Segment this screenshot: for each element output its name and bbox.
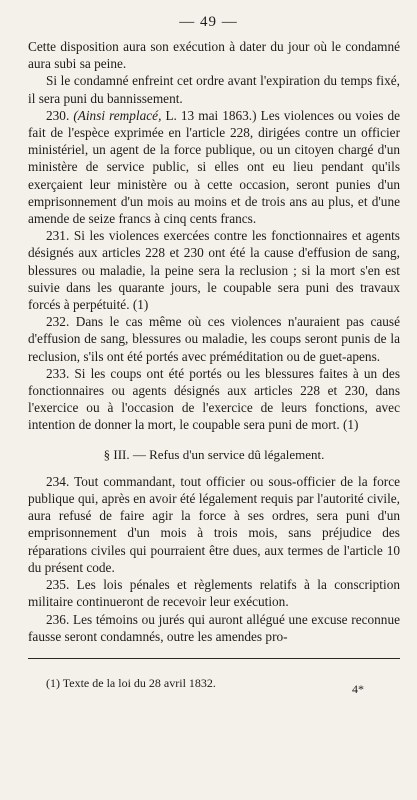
section-heading: § III. — Refus d'un service dû légalement.: [103, 446, 325, 462]
article-231: 231. Si les violences exercées contre les fonctionnaires et agents désignés aux articles 228 et 230 ont été la cause d'effusion de sang, blessures ou maladie, la peine sera la reclusion ; si la mort s'en est suivie dans les quarante jours, le coupable sera puni des travaux forcés à perpétuité. (1): [28, 228, 400, 313]
article-236: 236. Les témoins ou jurés qui auront allégué une excuse reconnue fausse seront condamnés, outre les amendes pro-: [28, 611, 400, 644]
page-number: — 49 —: [179, 14, 238, 30]
article-232: 232. Dans le cas même où ces violences n'auraient pas causé d'effusion de sang, blessures ou maladie, les coups seront punis de la reclusion, s'ils ont été portés avec préméditation ou de guet-apens.: [28, 314, 400, 364]
article-235: 235. Les lois pénales et règlements relatifs à la conscription militaire continueront de recevoir leur exécution.: [28, 577, 400, 610]
paragraph-continuation: Cette disposition aura son exécution à dater du jour où le condamné aura subi sa peine.: [28, 39, 400, 72]
footnote-rule: [28, 658, 400, 659]
article-230-law-ref: L. 13 mai 1863.): [165, 107, 257, 123]
article-230-text: Les violences ou voies de fait de l'espèce exprimée en l'article 228, dirigées contre un officier ministériel, un agent de la force publique, ou un citoyen chargé d'un ministère de service public, si elles ont eu lieu pendant qu'ils exerçaient leur ministère ou à cette occasion, seront punies d'un emprisonnement d'un mois au moins et de trois ans au plus, et d'une amende de seize francs à cinq cents francs.: [28, 107, 401, 227]
article-230: [28, 107, 400, 227]
body-text: [28, 38, 400, 645]
article-234: 234. Tout commandant, tout officier ou sous-officier de la force publique qui, après en avoir été légalement requis par l'autorité civile, aura refusé de faire agir la force à ses ordres, sera puni d'un emprisonnement d'un mois à trois mois, sans préjudice des réparations civiles qui pourraient être dues, aux termes de l'article 10 du présent code.: [28, 473, 400, 575]
paragraph-banishment: Si le condamné enfreint cet ordre avant l'expiration du temps fixé, il sera puni du bannissement.: [28, 73, 400, 106]
article-230-number: 230.: [46, 107, 70, 123]
article-230-note: (Ainsi remplacé,: [73, 107, 162, 123]
signature-mark: 4*: [352, 682, 364, 696]
footnote: (1) Texte de la loi du 28 avril 1832.: [46, 676, 216, 690]
article-233: 233. Si les coups ont été portés ou les blessures faites à un des fonctionnaires ou agents désignés aux articles 228 et 230, dans l'exercice ou à l'occasion de l'exercice de leurs fonctions, avec intention de donner la mort, le coupable sera puni de mort. (1): [28, 365, 400, 433]
